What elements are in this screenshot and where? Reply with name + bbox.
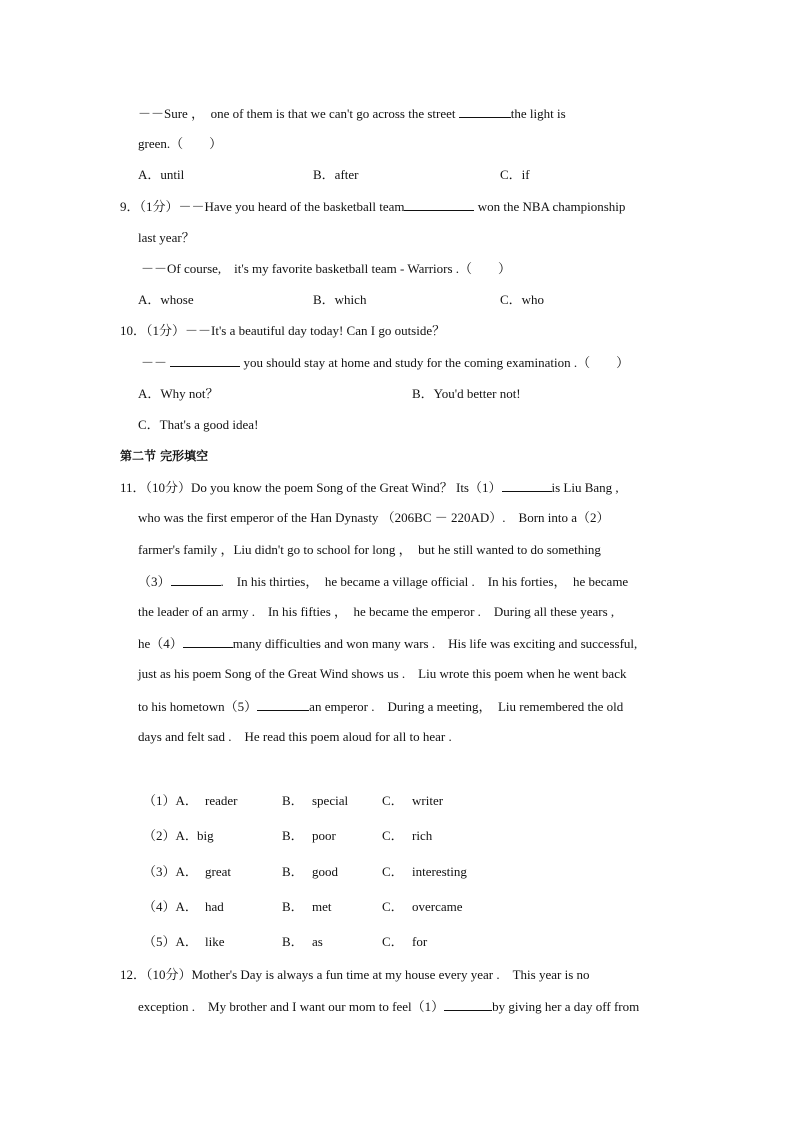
- q10-option-a[interactable]: A．Why not？: [138, 386, 219, 401]
- section-title: 第二节 完形填空: [120, 449, 209, 463]
- answer-blank[interactable]: [257, 698, 309, 711]
- choice-c[interactable]: rich: [412, 828, 433, 843]
- choice-c-label: C．: [382, 934, 404, 949]
- choice-number: （4）A．: [143, 899, 198, 914]
- q9-line3: －－Of course, it's my favorite basketball team - Warriors .（ ）: [141, 261, 512, 276]
- q11-para-line5: the leader of an army . In his fifties ， he became the emperor . During all these years ,: [138, 604, 615, 619]
- choice-a[interactable]: great: [205, 864, 231, 879]
- answer-blank[interactable]: [444, 998, 492, 1011]
- q8-option-a[interactable]: A．until: [138, 167, 185, 182]
- q11-para-line9: days and felt sad . He read this poem aloud for all to hear .: [138, 729, 452, 744]
- choice-b-label: B．: [282, 828, 304, 843]
- q10-option-b[interactable]: B．You'd better not!: [412, 386, 521, 401]
- q9-line1: 9．（1分）－－Have you heard of the basketball team won the NBA championship: [120, 199, 626, 214]
- choice-b[interactable]: met: [312, 899, 332, 914]
- q11-para-line1: 11．（10分）Do you know the poem Song of the Great Wind？ Its（1） is Liu Bang ,: [120, 480, 619, 495]
- q9-option-a[interactable]: A．whose: [138, 292, 194, 307]
- choice-number: （2）A．: [143, 828, 198, 843]
- q8-option-b[interactable]: B．after: [313, 167, 359, 182]
- choice-c-label: C．: [382, 828, 404, 843]
- q8-line2: green.（ ）: [138, 136, 223, 151]
- choice-c-label: C．: [382, 864, 404, 879]
- q11-para-line2: who was the first emperor of the Han Dynasty （206BC － 220AD）. Born into a（2）: [138, 510, 610, 525]
- q12-para-line2: exception . My brother and I want our mom to feel（1） by giving her a day off from: [138, 999, 640, 1014]
- choice-c[interactable]: overcame: [412, 899, 463, 914]
- choice-b-label: B．: [282, 793, 304, 808]
- choice-a[interactable]: had: [205, 899, 224, 914]
- q9-option-b[interactable]: B．which: [313, 292, 367, 307]
- choice-number: （5）A．: [143, 934, 198, 949]
- q9-option-c[interactable]: C．who: [500, 292, 545, 307]
- q10-line1: 10．（1分）－－It's a beautiful day today! Can I go outside？: [120, 323, 446, 338]
- choice-b[interactable]: special: [312, 793, 349, 808]
- q8-option-c[interactable]: C．if: [500, 167, 530, 182]
- choice-a[interactable]: like: [205, 934, 225, 949]
- answer-blank[interactable]: [170, 354, 240, 367]
- choice-a[interactable]: big: [197, 828, 214, 843]
- choice-b[interactable]: poor: [312, 828, 336, 843]
- q11-para-line6: he（4） many difficulties and won many wars . His life was exciting and successful,: [138, 636, 638, 651]
- choice-c-label: C．: [382, 899, 404, 914]
- q10-line2: －－ you should stay at home and study for the coming examination .（ ）: [141, 355, 630, 370]
- choice-number: （1）A．: [143, 793, 198, 808]
- answer-blank[interactable]: [502, 479, 552, 492]
- choice-b[interactable]: good: [312, 864, 338, 879]
- choice-b-label: B．: [282, 934, 304, 949]
- q9-line2: last year？: [138, 230, 195, 245]
- q12-para-line1: 12．（10分）Mother's Day is always a fun time at my house every year . This year is no: [120, 967, 590, 982]
- answer-blank[interactable]: [183, 635, 233, 648]
- choice-a[interactable]: reader: [205, 793, 238, 808]
- q8-line1: －－Sure ， one of them is that we can't go across the street the light is: [138, 106, 566, 121]
- answer-blank[interactable]: [459, 105, 511, 118]
- answer-blank[interactable]: [404, 198, 474, 211]
- choice-c[interactable]: for: [412, 934, 428, 949]
- q11-para-line7: just as his poem Song of the Great Wind shows us . Liu wrote this poem when he went back: [138, 666, 627, 681]
- choice-b-label: B．: [282, 899, 304, 914]
- q11-para-line3: farmer's family ，Liu didn't go to school for long ， but he still wanted to do something: [138, 542, 601, 557]
- choice-c[interactable]: interesting: [412, 864, 467, 879]
- q11-para-line4: （3） . In his thirties， he became a village official . In his forties， he became: [138, 574, 629, 589]
- q10-option-c[interactable]: C．That's a good idea!: [138, 417, 259, 432]
- choice-number: （3）A．: [143, 864, 198, 879]
- choice-c-label: C．: [382, 793, 404, 808]
- choice-b[interactable]: as: [312, 934, 323, 949]
- choice-c[interactable]: writer: [412, 793, 444, 808]
- choice-b-label: B．: [282, 864, 304, 879]
- answer-blank[interactable]: [171, 573, 221, 586]
- q11-para-line8: to his hometown（5） an emperor . During a meeting， Liu remembered the old: [138, 699, 624, 714]
